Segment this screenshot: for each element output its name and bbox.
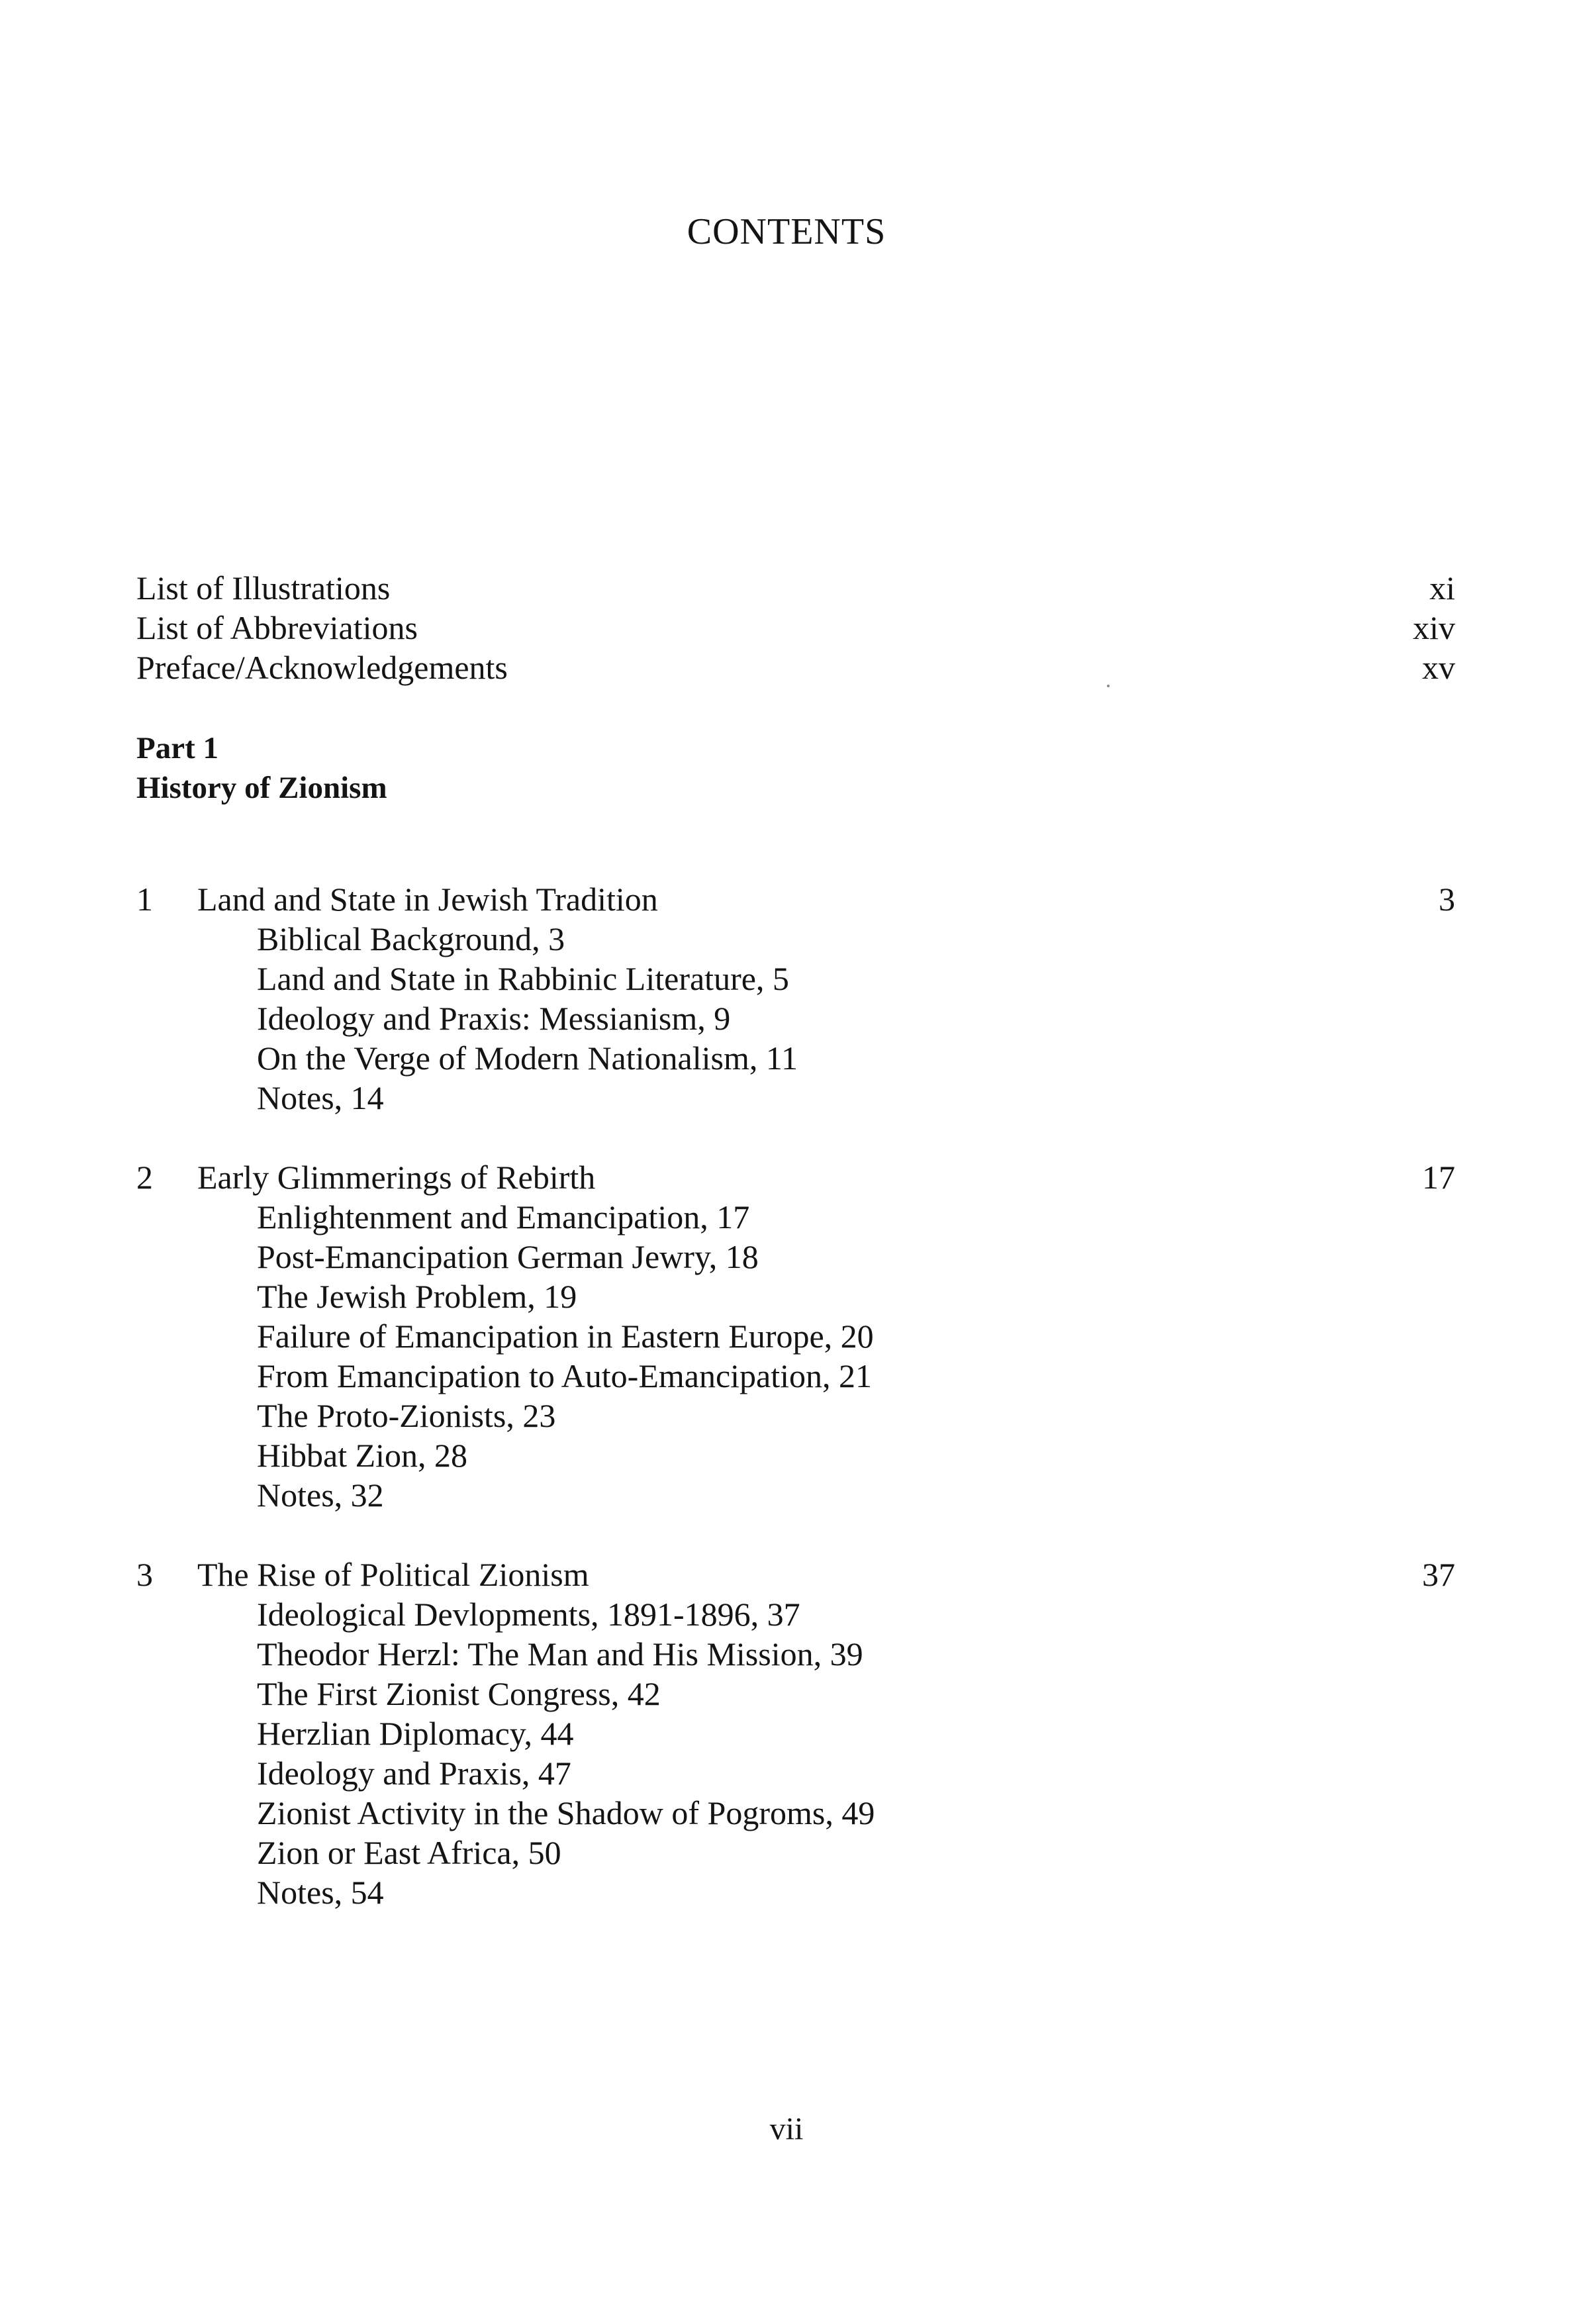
section-entry[interactable]: The Jewish Problem, 19: [257, 1278, 577, 1315]
chapter-list: [136, 879, 1455, 1952]
chapter-number: 1: [136, 881, 153, 918]
chapter-heading[interactable]: [136, 1555, 1455, 1594]
toc-entry-label: List of Abbreviations: [136, 609, 418, 646]
chapter-heading[interactable]: [136, 1157, 1455, 1197]
section-entry[interactable]: Herzlian Diplomacy, 44: [257, 1715, 574, 1752]
section-entry[interactable]: Notes, 32: [257, 1477, 384, 1514]
toc-entry-page: xv: [1422, 649, 1455, 686]
section-entry[interactable]: Ideological Devlopments, 1891-1896, 37: [257, 1596, 800, 1633]
chapter-page: 17: [1422, 1159, 1455, 1196]
section-entry[interactable]: Zionist Activity in the Shadow of Pogroms, 49: [257, 1794, 875, 1831]
section-entry[interactable]: Ideology and Praxis, 47: [257, 1755, 571, 1792]
chapter-page: 3: [1439, 881, 1455, 918]
section-entry[interactable]: Hibbat Zion, 28: [257, 1437, 468, 1474]
section-entry[interactable]: On the Verge of Modern Nationalism, 11: [257, 1040, 798, 1077]
page-title: CONTENTS: [687, 211, 886, 252]
toc-entry-page: xi: [1429, 569, 1455, 606]
section-entry[interactable]: From Emancipation to Auto-Emancipation, 21: [257, 1357, 873, 1394]
chapter-title: Early Glimmerings of Rebirth: [197, 1159, 596, 1196]
section-entry[interactable]: Notes, 14: [257, 1079, 384, 1116]
section-entry[interactable]: Biblical Background, 3: [257, 920, 565, 957]
chapter-1: [136, 879, 1455, 1118]
print-speck: [1107, 685, 1110, 687]
section-entry[interactable]: The First Zionist Congress, 42: [257, 1675, 661, 1712]
section-entry[interactable]: Land and State in Rabbinic Literature, 5: [257, 960, 789, 997]
section-entry[interactable]: Theodor Herzl: The Man and His Mission, 39: [257, 1635, 863, 1672]
part-heading: [136, 728, 387, 808]
page-number: vii: [769, 2111, 804, 2147]
chapter-title: Land and State in Jewish Tradition: [197, 881, 658, 918]
section-entry[interactable]: Enlightenment and Emancipation, 17: [257, 1198, 750, 1235]
section-entry[interactable]: Post-Emancipation German Jewry, 18: [257, 1238, 759, 1275]
front-matter-list: [136, 568, 1455, 687]
chapter-number: 2: [136, 1159, 153, 1196]
toc-entry-label: List of Illustrations: [136, 569, 391, 606]
chapter-heading[interactable]: [136, 879, 1455, 919]
section-entry[interactable]: The Proto-Zionists, 23: [257, 1397, 556, 1434]
section-entry[interactable]: Ideology and Praxis: Messianism, 9: [257, 1000, 731, 1037]
toc-entry-label: Preface/Acknowledgements: [136, 649, 508, 686]
toc-entry-illustrations[interactable]: [136, 568, 1455, 608]
chapter-3: [136, 1555, 1455, 1912]
chapter-number: 3: [136, 1556, 153, 1593]
toc-entry-preface[interactable]: [136, 648, 1455, 687]
chapter-2: [136, 1157, 1455, 1515]
chapter-title: The Rise of Political Zionism: [197, 1556, 589, 1593]
section-entry[interactable]: Notes, 54: [257, 1874, 384, 1911]
chapter-page: 37: [1422, 1556, 1455, 1593]
toc-entry-abbreviations[interactable]: [136, 608, 1455, 648]
section-entry[interactable]: Failure of Emancipation in Eastern Europe, 20: [257, 1318, 874, 1355]
part-label: Part 1: [136, 731, 218, 765]
toc-entry-page: xiv: [1413, 609, 1455, 646]
part-title: History of Zionism: [136, 771, 387, 805]
section-entry[interactable]: Zion or East Africa, 50: [257, 1834, 561, 1871]
